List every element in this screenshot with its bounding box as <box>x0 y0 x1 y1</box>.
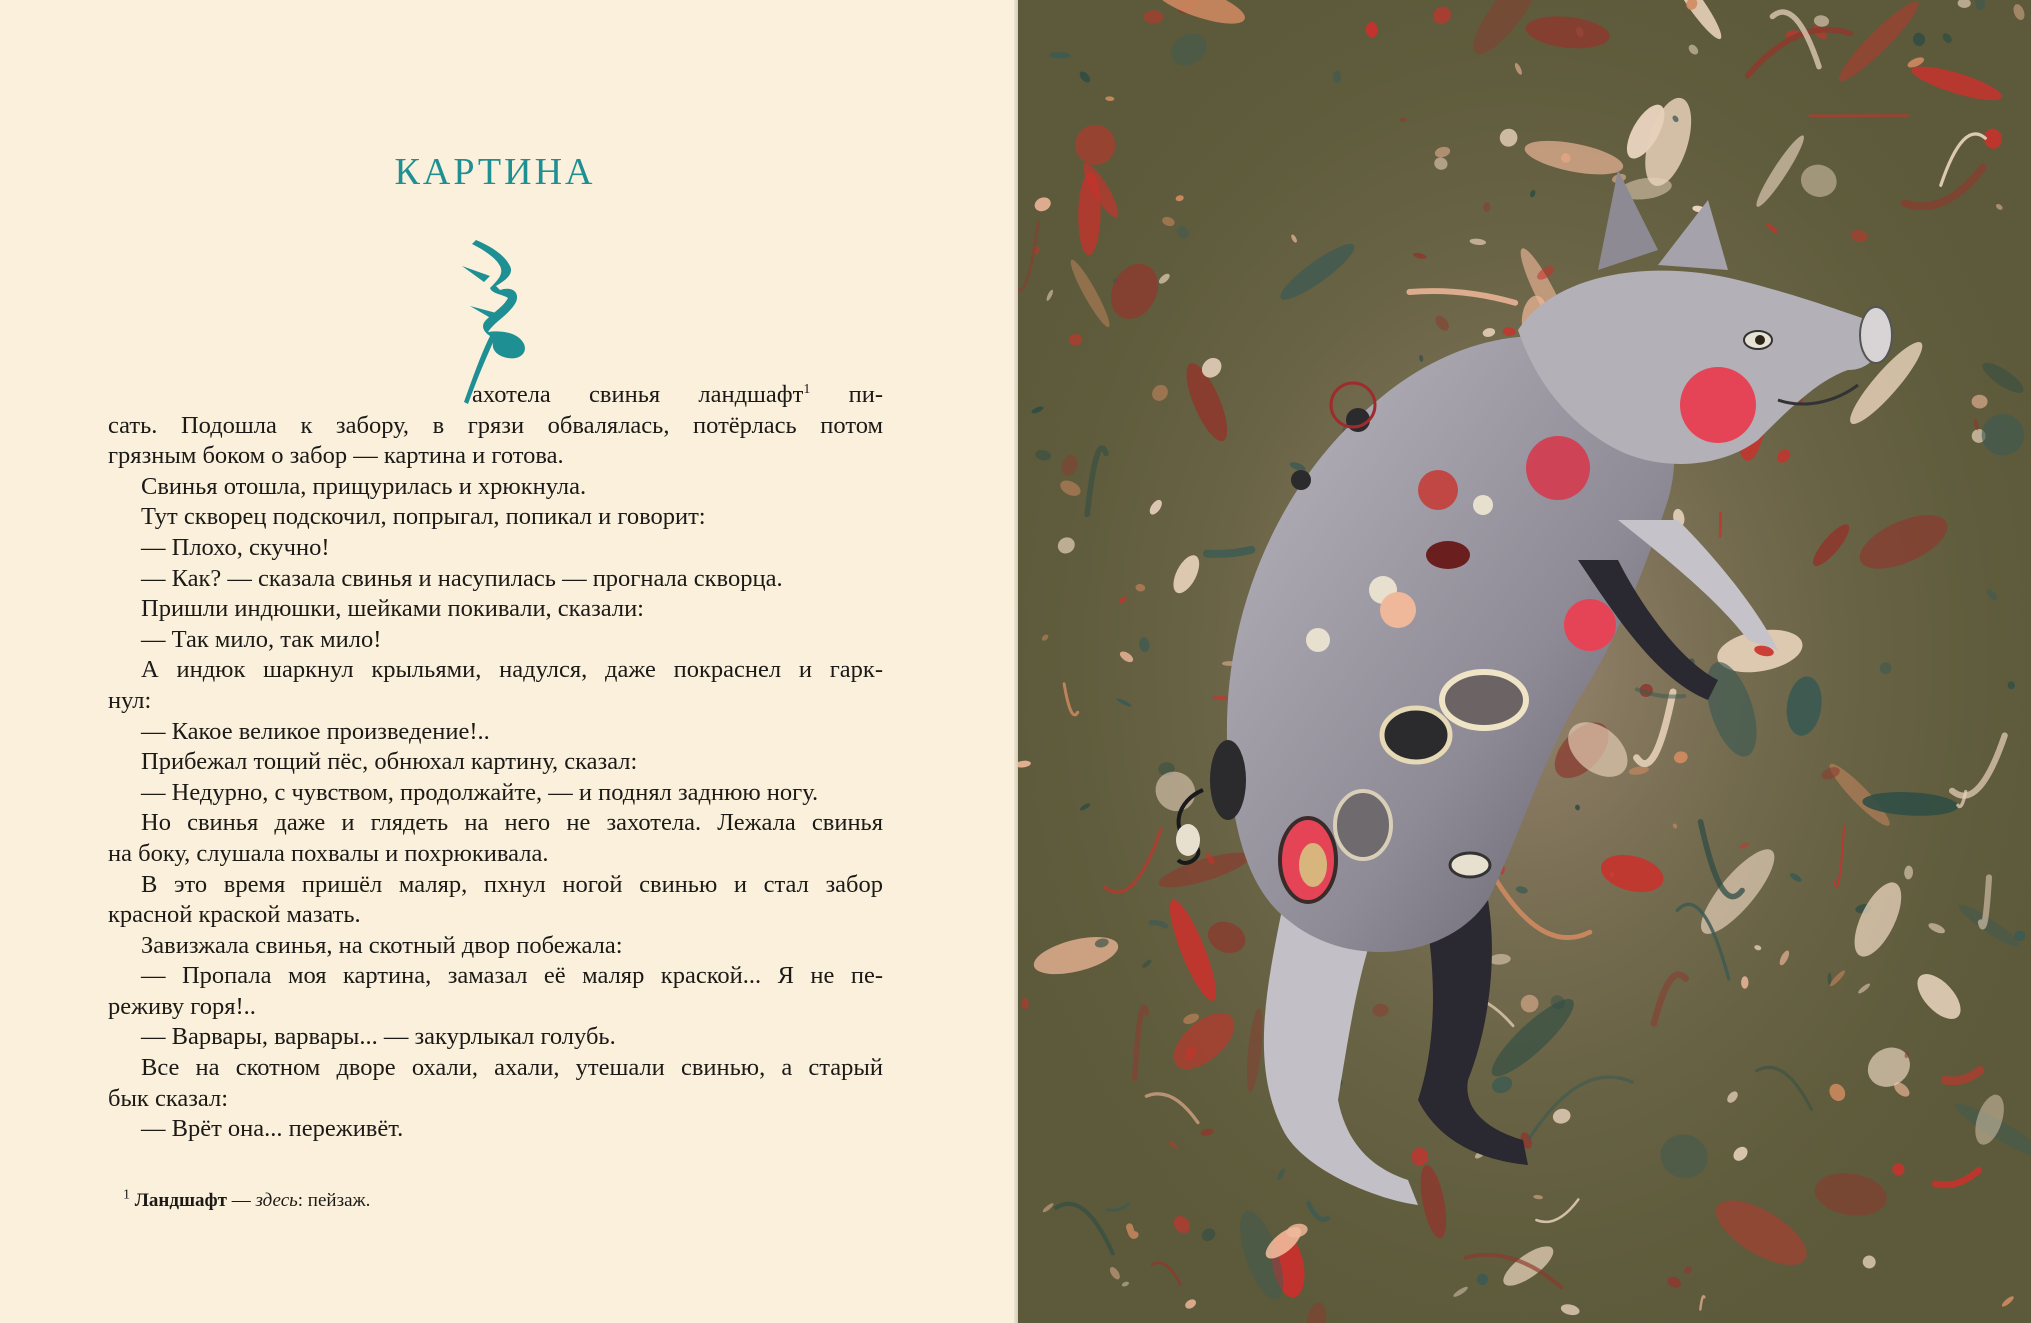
footnote: $^1$ Ландшафт — здесь: пейзаж. <box>123 1187 371 1211</box>
story-line: Тут скворец подскочил, попрыгал, попикал и говорит: <box>141 503 706 531</box>
story-line: сать. Подошла к забору, в грязи обвалялась, потёрлась потом <box>108 411 883 439</box>
story-line: — Недурно, с чувством, продолжайте, — и поднял заднюю ногу. <box>141 778 819 806</box>
pig-painting-illustration <box>1018 0 2031 1323</box>
story-line: Завизжала свинья, на скотный двор побежала: <box>141 931 623 959</box>
story-line: на боку, слушала похвалы и похрюкивала. <box>108 839 549 867</box>
story-line: — Какое великое произведение!.. <box>141 717 490 745</box>
story-line: — Пропала моя картина, замазал её маляр краской... Я не пе- <box>141 962 883 990</box>
footnote-qualifier: здесь <box>255 1190 298 1211</box>
story-line: — Как? — сказала свинья и насупилась — прогнала скворца. <box>141 564 783 592</box>
paint-splash <box>1741 976 1748 988</box>
story-title: КАРТИНА <box>394 151 596 193</box>
story-line: А индюк шаркнул крыльями, надулся, даже покраснел и гарк- <box>141 656 883 684</box>
footnote-definition: : пейзаж. <box>297 1190 371 1211</box>
paint-splash <box>1828 973 1832 985</box>
paint-splash <box>1411 1148 1428 1166</box>
footnote-mark: 1 <box>123 1187 130 1203</box>
story-line: нул: <box>108 686 152 714</box>
illustration-page <box>1018 0 2031 1323</box>
story-line: бык сказал: <box>108 1084 229 1112</box>
story-text <box>108 380 883 1145</box>
story-line: В это время пришёл маляр, пхнул ногой свинью и стал забор <box>141 870 883 898</box>
footnote-term: Ландшафт <box>134 1190 227 1211</box>
story-line: Пришли индюшки, шейками покивали, сказали: <box>141 595 644 623</box>
story-line: — Так мило, так мило! <box>141 625 382 653</box>
story-line: реживу горя!.. <box>108 992 256 1020</box>
story-line: — Плохо, скучно! <box>141 533 330 561</box>
story-line: грязным боком о забор — картина и готова. <box>108 442 564 470</box>
story-line: красной краской мазать. <box>108 901 361 929</box>
story-line: Но свинья даже и глядеть на него не захотела. Лежала свинья <box>141 809 883 837</box>
story-line-1: ахотела свинья ландшафт$^1$ пи- <box>472 381 883 408</box>
story-line: — Врёт она... переживёт. <box>141 1115 404 1143</box>
story-line: Все на скотном дворе охали, ахали, утешали свинью, а старый <box>141 1054 883 1082</box>
story-line: — Варвары, варвары... — закурлыкал голубь. <box>141 1023 616 1051</box>
story-line: Свинья отошла, прищурилась и хрюкнула. <box>141 472 587 500</box>
paint-drip <box>1207 550 1251 554</box>
story-line: Прибежал тощий пёс, обнюхал картину, сказал: <box>141 748 638 776</box>
